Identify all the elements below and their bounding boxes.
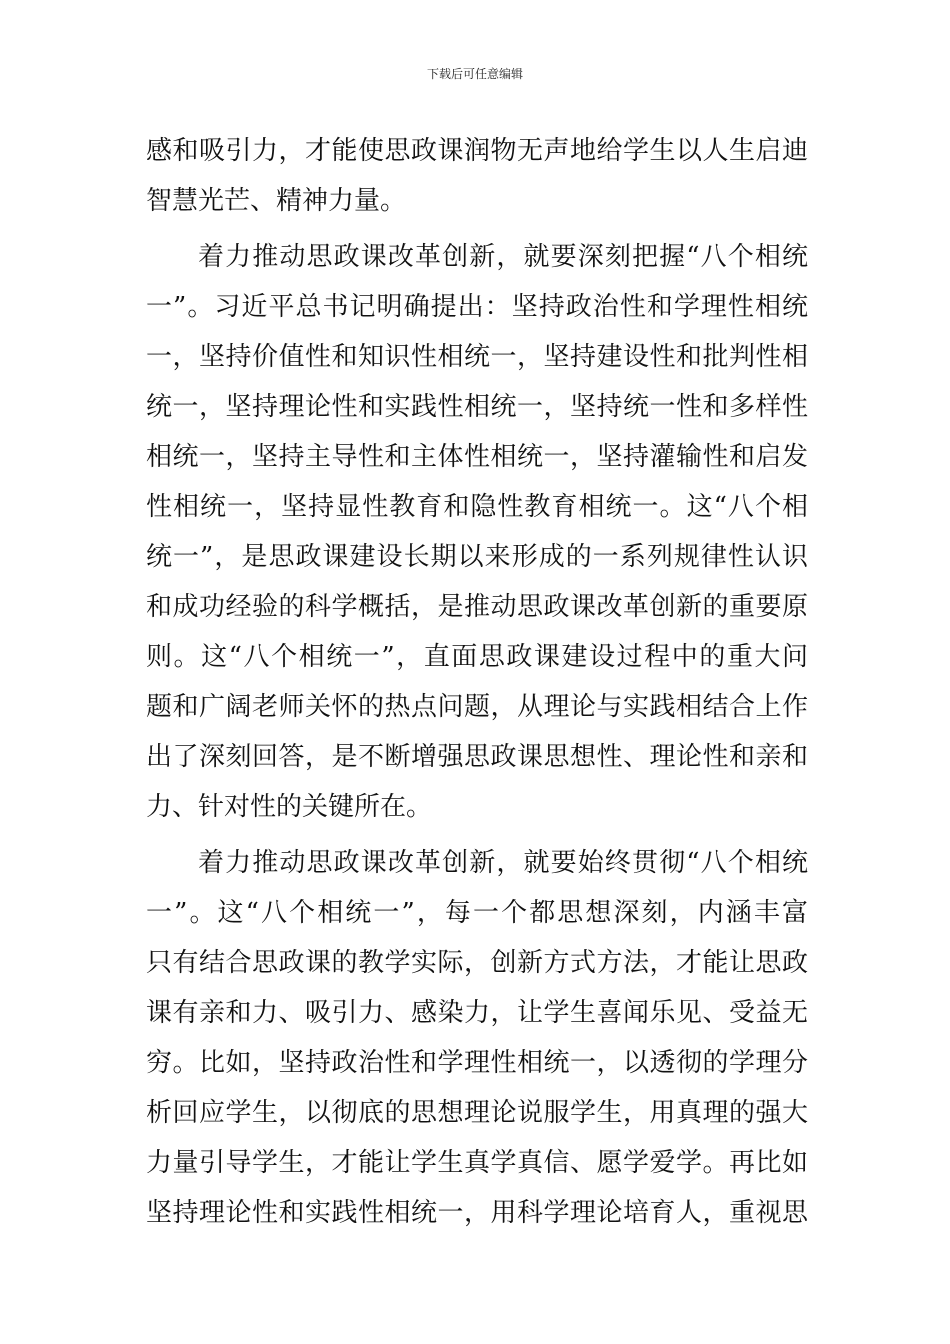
text-line: 统一”，是思政课建设长期以来形成的一系列规律性认识	[146, 542, 808, 572]
body-text	[146, 126, 808, 1238]
text-line: 一”。这“八个相统一”，每一个都思想深刻，内涵丰富	[146, 898, 808, 928]
text-line: 析回应学生，以彻底的思想理论说服学生，用真理的强大	[146, 1098, 808, 1128]
text-line: 一”。习近平总书记明确提出：坚持政治性和学理性相统	[146, 292, 808, 322]
text-line: 智慧光芒、精神力量。	[146, 186, 407, 216]
text-line: 和成功经验的科学概括，是推动思政课改革创新的重要原	[146, 592, 808, 622]
text-line: 感和吸引力，才能使思政课润物无声地给学生以人生启迪	[146, 136, 808, 166]
text-line: 一，坚持价值性和知识性相统一，坚持建设性和批判性相	[146, 342, 808, 372]
text-line: 性相统一，坚持显性教育和隐性教育相统一。这“八个相	[146, 492, 808, 522]
page-header: 下载后可任意编辑	[426, 67, 523, 81]
text-line: 题和广阔老师关怀的热点问题，从理论与实践相结合上作	[146, 692, 808, 722]
text-line: 统一，坚持理论性和实践性相统一，坚持统一性和多样性	[146, 392, 808, 422]
text-line: 力、针对性的关键所在。	[146, 792, 433, 822]
text-line: 课有亲和力、吸引力、感染力，让学生喜闻乐见、受益无	[146, 998, 808, 1028]
text-line: 着力推动思政课改革创新，就要深刻把握“八个相统	[198, 242, 808, 272]
text-line: 只有结合思政课的教学实际，创新方式方法，才能让思政	[146, 948, 808, 978]
text-line: 力量引导学生，才能让学生真学真信、愿学爱学。再比如	[146, 1148, 808, 1178]
text-line: 出了深刻回答，是不断增强思政课思想性、理论性和亲和	[146, 742, 808, 772]
text-line: 相统一，坚持主导性和主体性相统一，坚持灌输性和启发	[146, 442, 808, 472]
text-line: 则。这“八个相统一”，直面思政课建设过程中的重大问	[146, 642, 808, 672]
text-line: 坚持理论性和实践性相统一，用科学理论培育人，重视思	[146, 1198, 808, 1228]
text-line: 着力推动思政课改革创新，就要始终贯彻“八个相统	[198, 848, 808, 878]
text-line: 穷。比如，坚持政治性和学理性相统一，以透彻的学理分	[146, 1048, 808, 1078]
